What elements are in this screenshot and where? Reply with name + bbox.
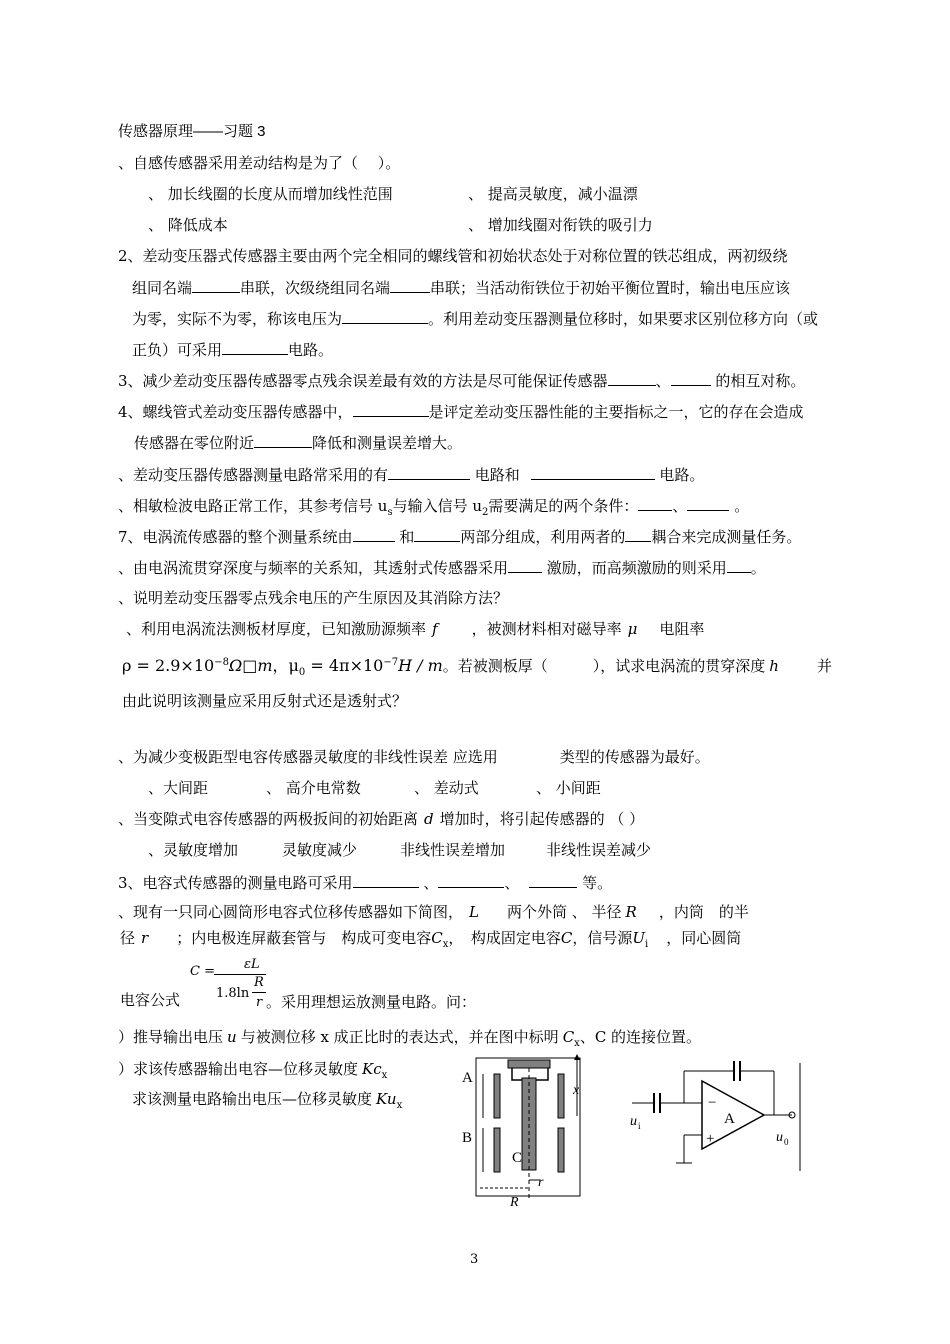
- question-8: [118, 557, 766, 578]
- outer-tube-b-right: [558, 1128, 564, 1172]
- q12-option-4: 非线性误差减少: [546, 841, 652, 859]
- q3-text-b: 、: [655, 372, 671, 390]
- formula-denominator: [216, 984, 249, 1004]
- blank: [625, 526, 651, 542]
- blank: [529, 872, 577, 888]
- formula-ln: 1.8ln: [216, 986, 250, 1001]
- q2-text-e: 。利用差动变压器测量位移时，如果要求区别位移方向（或: [428, 310, 819, 328]
- q4-text-d: 降低和测量误差增大。: [312, 434, 463, 452]
- q14-C: C: [560, 929, 573, 947]
- formula-r-text: r: [256, 995, 263, 1010]
- label-C: C: [512, 1150, 523, 1166]
- question-14-line-2: [120, 928, 741, 955]
- ui-label: u: [630, 1114, 637, 1129]
- q2-text-a: 组同名端: [132, 279, 193, 297]
- q14-p3-text: 求该测量电路输出电压—位移灵敏度: [132, 1090, 373, 1108]
- q10-text-d: 。若被测板厚（ ），试求电涡流的贯穿深度: [442, 657, 766, 675]
- blank: [531, 464, 655, 480]
- u0-sub: 0: [784, 1137, 789, 1147]
- question-14-line-3a: 电容公式: [120, 991, 181, 1009]
- page-number: 3: [470, 1252, 479, 1267]
- q1-option-b: 、 提高灵敏度，减小温漂: [468, 185, 638, 203]
- question-12: [118, 809, 644, 829]
- q11-text-a: 、为减少变极距型电容传感器灵敏度的非线性误差 应选用: [118, 748, 498, 766]
- q14-p3-sub: x: [396, 1100, 403, 1111]
- question-10-formula: [122, 653, 832, 683]
- outer-tube-a-left: [494, 1074, 500, 1118]
- cylinder-sensor-diagram: [450, 1050, 610, 1210]
- q5-text-a: 、差动变压器传感器测量电路常采用的有: [118, 466, 389, 484]
- outer-tube-a-right: [558, 1074, 564, 1118]
- q7-text-c: 两部分组成，利用两者的: [460, 528, 626, 546]
- q3-text-a: 3、减少差动变压器传感器零点残余误差最有效的方法是尽可能保证传感器: [118, 372, 608, 390]
- formula-R-text: R: [254, 975, 264, 990]
- question-2-line-4: [132, 339, 333, 360]
- q12-option-1: 、灵敏度增加: [148, 841, 239, 859]
- plus-sign: +: [706, 1131, 715, 1147]
- question-10-line-1: [126, 619, 704, 639]
- blank: [192, 277, 240, 293]
- blank: [390, 277, 430, 293]
- q6-text-b: 与输入信号 u: [392, 497, 483, 515]
- formula-r: [256, 993, 262, 1013]
- q11-option-4: 、 小间距: [536, 779, 601, 797]
- q8-text-a: 、由电涡流贯穿深度与频率的关系知，其透射式传感器采用: [118, 559, 509, 577]
- q10-mu: μ: [627, 620, 638, 638]
- q12-option-2: 灵敏度减少: [282, 841, 358, 859]
- formula-R: [254, 973, 264, 993]
- label-B: B: [462, 1130, 473, 1146]
- blank: [438, 872, 504, 888]
- blank: [342, 308, 428, 324]
- q11-text-b: 类型的传感器为最好。: [559, 748, 710, 766]
- q6-text-d: 、: [672, 497, 688, 515]
- blank: [414, 526, 460, 542]
- q14-text-e: ；内电极连屏蔽套管与 构成可变电容: [176, 929, 432, 947]
- question-14-part-3: [132, 1089, 402, 1116]
- q14-text-g: ，信号源: [572, 929, 633, 947]
- q7-text-b: 和: [394, 528, 415, 546]
- q14-p1-text-a: ）推导输出电压: [118, 1028, 224, 1046]
- q10-h: h: [769, 657, 779, 675]
- q6-sub-s: s: [387, 507, 393, 518]
- blank: [608, 370, 656, 386]
- q14-p1-Cx-sub: x: [574, 1038, 580, 1049]
- q6-sub-2: 2: [482, 507, 489, 518]
- blank: [353, 401, 429, 417]
- ui-sub: i: [638, 1121, 641, 1131]
- q14-Ui-sub: i: [645, 939, 649, 950]
- question-4-line-1: [118, 401, 804, 422]
- q13-text-d: 等。: [577, 874, 613, 892]
- q14-Cx: C: [431, 929, 443, 947]
- question-2-line-3: [132, 308, 818, 329]
- q4-text-a: 4、螺线管式差动变压器传感器中，: [118, 403, 353, 421]
- formula-numerator: [244, 955, 260, 975]
- mu0-unit: H / m: [398, 656, 443, 675]
- mu0-sub: 0: [298, 667, 306, 678]
- blank: [353, 872, 419, 888]
- formula-C: C =: [190, 964, 215, 979]
- q12-text-b: 增加时，将引起传感器的 （ ）: [439, 810, 645, 828]
- blank: [254, 432, 312, 448]
- q10-f: f: [432, 620, 438, 638]
- arrow-up: [574, 1054, 580, 1060]
- q14-p3-Ku: Ku: [376, 1090, 397, 1108]
- q2-text-f: 正负）可采用: [132, 341, 223, 359]
- blank: [671, 370, 711, 386]
- question-2-line-2: [132, 277, 790, 298]
- q14-text-h: ，同心圆筒: [666, 929, 742, 947]
- q14-p2-text: ）求该传感器输出电容—位移灵敏度: [118, 1060, 359, 1078]
- q10-text-c: 电阻率: [659, 620, 705, 638]
- blank: [687, 495, 729, 511]
- q14-text-d: 径: [120, 929, 136, 947]
- q12-d: d: [424, 810, 434, 828]
- q1-option-a: 、 加长线圈的长度从而增加线性范围: [148, 185, 393, 203]
- question-5: [118, 464, 704, 485]
- mu0-exp: −7: [383, 657, 399, 668]
- q14-p1-text-b: 与被测位移 x 成正比时的表达式，并在图中标明: [240, 1028, 559, 1046]
- q13-text-a: 3、电容式传感器的测量电路可采用: [118, 874, 353, 892]
- blank: [353, 526, 395, 542]
- rho-value: ρ = 2.9×10: [122, 656, 215, 675]
- question-2-line-1: 2、差动变压器式传感器主要由两个完全相同的螺线管和初始状态处于对称位置的铁芯组成，两初级绕: [118, 247, 788, 265]
- q10-text-b: ，被测材料相对磁导率: [471, 620, 622, 638]
- blank: [508, 557, 542, 573]
- label-R: R: [510, 1195, 519, 1210]
- q8-text-c: 。: [750, 559, 766, 577]
- question-14-part-2: [118, 1059, 387, 1086]
- q5-text-b: 电路和: [470, 466, 525, 484]
- q4-text-b: 是评定差动变压器性能的主要指标之一，它的存在会造成: [428, 403, 804, 421]
- question-4-line-2: [134, 432, 462, 453]
- q13-text-c: 、: [504, 874, 520, 892]
- q1-option-c: 、 降低成本: [148, 216, 228, 234]
- q7-text-a: 7、电涡流传感器的整个测量系统由: [118, 528, 353, 546]
- q14-text-f: ， 构成固定电容: [448, 929, 561, 947]
- question-14-line-3b: 。采用理想运放测量电路。问：: [266, 993, 477, 1011]
- q14-p1-text-c: 、C 的连接位置。: [579, 1028, 702, 1046]
- question-3: [118, 370, 805, 391]
- q6-text-a: 、相敏检波电路正常工作，其参考信号 u: [118, 497, 388, 515]
- q14-r: r: [141, 929, 149, 947]
- q7-text-d: 耦合来完成测量任务。: [651, 528, 802, 546]
- q12-option-3: 非线性误差增加: [400, 841, 506, 859]
- q14-p1-C: C: [562, 1028, 575, 1046]
- q8-text-b: 激励，而高频激励的则采用: [542, 559, 727, 577]
- q6-text-c: 需要满足的两个条件：: [488, 497, 639, 515]
- question-9: 、说明差动变压器零点残余电压的产生原因及其消除方法？: [118, 589, 509, 607]
- q2-text-d: 为零，实际不为零，称该电压为: [132, 310, 343, 328]
- label-x: x: [573, 1083, 580, 1098]
- q5-text-c: 电路。: [654, 466, 705, 484]
- question-11: [118, 747, 710, 767]
- q2-text-b: 串联，次级绕组同名端: [240, 279, 391, 297]
- opamp-circuit: [624, 1055, 814, 1175]
- q1-option-d: 、 增加线圈对衔铁的吸引力: [468, 216, 653, 234]
- q14-text-a: 、现有一只同心圆筒形电容式位移传感器如下简图，: [118, 903, 464, 921]
- q12-text-a: 、当变隙式电容传感器的两极扳间的初始距离: [118, 810, 419, 828]
- q2-text-g: 电路。: [288, 341, 334, 359]
- outer-tube-b-left: [494, 1128, 500, 1172]
- question-13: [118, 872, 612, 893]
- u0-label: u: [776, 1130, 783, 1145]
- question-10-line-3: 由此说明该测量应采用反射式还是透射式？: [122, 692, 408, 710]
- label-A: A: [462, 1070, 473, 1086]
- q13-text-b: 、: [418, 874, 439, 892]
- q4-text-c: 传感器在零位附近: [134, 434, 255, 452]
- q11-option-3: 、 差动式: [414, 779, 479, 797]
- page-title: 传感器原理——习题 3: [118, 123, 266, 140]
- question-14-part-1: [118, 1027, 701, 1054]
- q10-text-a: 、利用电涡流法测板材厚度，已知激励源频率: [126, 620, 427, 638]
- mu0-value: = 4π×10: [305, 656, 384, 675]
- q14-R: R: [625, 903, 637, 921]
- q11-option-1: 、大间距: [148, 779, 209, 797]
- formula-eps-L: εL: [244, 957, 260, 972]
- q14-p2-sub: x: [381, 1070, 388, 1081]
- q14-p2-Kc: Kc: [362, 1060, 382, 1078]
- blank: [388, 464, 470, 480]
- question-6: [118, 495, 749, 523]
- q14-text-b: 两个外筒 、 半径: [506, 903, 622, 921]
- q11-option-2: 、 高介电常数: [266, 779, 361, 797]
- q14-Cx-sub: x: [442, 939, 449, 950]
- q10-text-e: 并: [816, 657, 832, 675]
- minus-sign: −: [708, 1095, 717, 1111]
- label-r: r: [538, 1175, 544, 1190]
- question-7: [118, 526, 801, 547]
- q3-text-c: 的相互对称。: [710, 372, 806, 390]
- top-cap: [508, 1060, 550, 1068]
- formula-lhs: [190, 962, 215, 982]
- blank: [222, 339, 288, 355]
- q14-text-c: ，内筒 的半: [658, 903, 749, 921]
- blank: [638, 495, 672, 511]
- q14-p1-u: u: [227, 1028, 237, 1046]
- question-14-line-1: [118, 902, 749, 922]
- q6-text-e: 。: [729, 497, 750, 515]
- q2-text-c: 串联；当活动衔铁位于初始平衡位置时，输出电压应该: [430, 279, 791, 297]
- rho-exp: −8: [214, 657, 229, 668]
- q14-L: L: [469, 903, 479, 921]
- question-1: 、自感传感器采用差动结构是为了（ ）。: [118, 154, 401, 172]
- rho-unit: Ω□m: [228, 656, 273, 675]
- q14-U: U: [632, 929, 645, 947]
- mu0-symbol: ，μ: [272, 656, 299, 675]
- amp-label: A: [724, 1111, 735, 1127]
- blank: [727, 557, 751, 573]
